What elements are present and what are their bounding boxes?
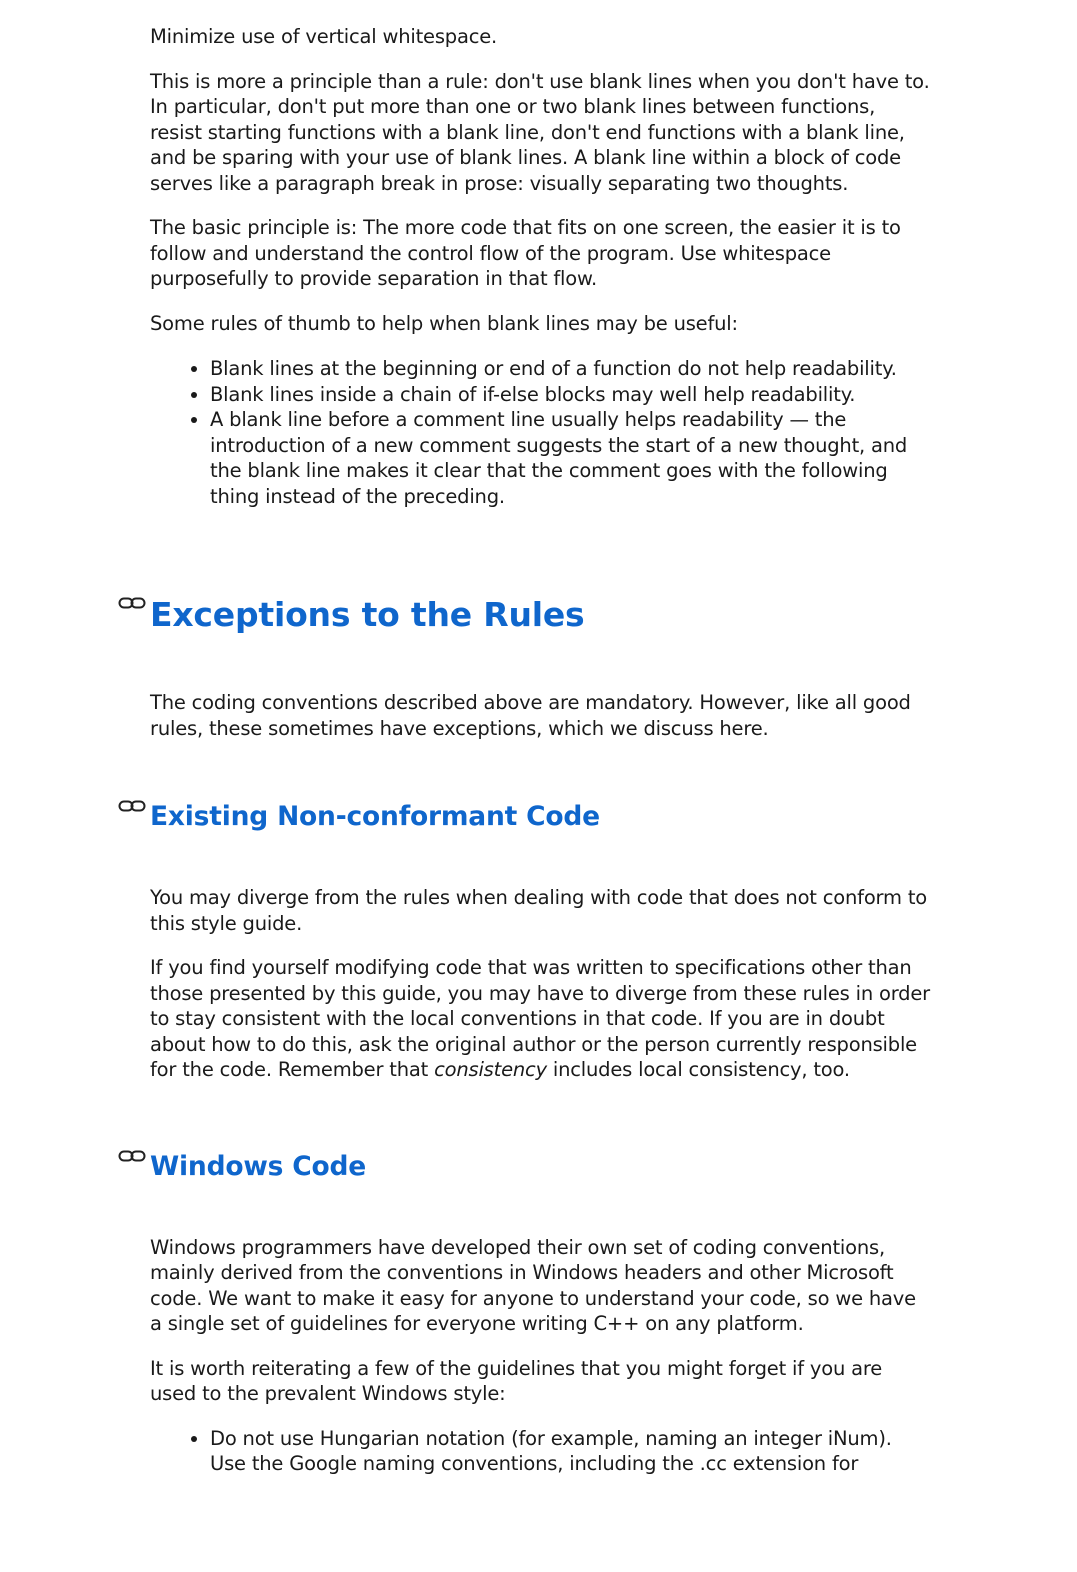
- section-heading-nonconformant: [150, 799, 930, 835]
- nonconformant-paragraph-2: [150, 955, 930, 1083]
- document-page: [150, 24, 930, 1496]
- whitespace-paragraph-3: Some rules of thumb to help when blank lines may be useful:: [150, 311, 738, 335]
- link-icon[interactable]: [118, 597, 146, 609]
- windows-paragraph-2: It is worth reiterating a few of the guidelines that you might forget if you are used to the prevalent Windows style:: [150, 1356, 883, 1405]
- list-item: • Blank lines inside a chain of if-else blocks may well help readability.: [210, 382, 930, 408]
- windows-guidelines-list: [150, 1426, 930, 1477]
- intro-line: Minimize use of vertical whitespace.: [150, 25, 498, 48]
- whitespace-paragraph-1: This is more a principle than a rule: don't use blank lines when you don't have to. In particular, don't put more than one or two blank lines between functions, resist starting functions with a blank line, don't end functions with a blank line, and be sparing with your use of blank lines. A blank line within a block of code serves like a paragraph break in prose: visually separating two thoughts.: [150, 69, 930, 195]
- section-title: Windows Code: [150, 1150, 367, 1182]
- section-title: Existing Non-conformant Code: [150, 801, 600, 832]
- section-heading-windows: [150, 1149, 930, 1185]
- rules-of-thumb-list: [150, 356, 930, 509]
- windows-paragraph-1: Windows programmers have developed their own set of coding conventions, mainly derived from the conventions in Windows headers and other Microsoft code. We want to make it easy for anyone to understand your code, so we have a single set of guidelines for everyone writing C++ on any platform.: [150, 1235, 916, 1335]
- exceptions-paragraph: The coding conventions described above are mandatory. However, like all good rules, these sometimes have exceptions, which we discuss here.: [150, 691, 911, 740]
- list-item: • A blank line before a comment line usually helps readability — the introduction of a new comment suggests the start of a new thought, and the blank line makes it clear that the comment goes with the following thing instead of the preceding.: [210, 407, 930, 509]
- nonconformant-paragraph-1: You may diverge from the rules when dealing with code that does not conform to this style guide.: [150, 886, 927, 935]
- text-run: includes local consistency, too.: [546, 1058, 850, 1081]
- section-heading-exceptions: [150, 593, 930, 637]
- emphasis-text: consistency: [434, 1058, 547, 1081]
- link-icon[interactable]: [118, 1150, 146, 1162]
- text-run: If you find yourself modifying code that was written to specifications other than those presented by this guide, you may have to diverge from these rules in order to stay consistent with the local conventions in that code. If you are in doubt about how to do this, ask the original author or the person currently responsible for the code. Remember that: [150, 956, 930, 1081]
- list-item: • Blank lines at the beginning or end of a function do not help readability.: [210, 356, 930, 382]
- section-title: Exceptions to the Rules: [150, 595, 585, 634]
- whitespace-paragraph-2: The basic principle is: The more code that fits on one screen, the easier it is to follow and understand the control flow of the program. Use whitespace purposefully to provide separation in that flow.: [150, 216, 901, 290]
- link-icon[interactable]: [118, 800, 146, 812]
- list-item: • Do not use Hungarian notation (for example, naming an integer iNum). Use the Google naming conventions, including the .cc extension for: [210, 1426, 930, 1477]
